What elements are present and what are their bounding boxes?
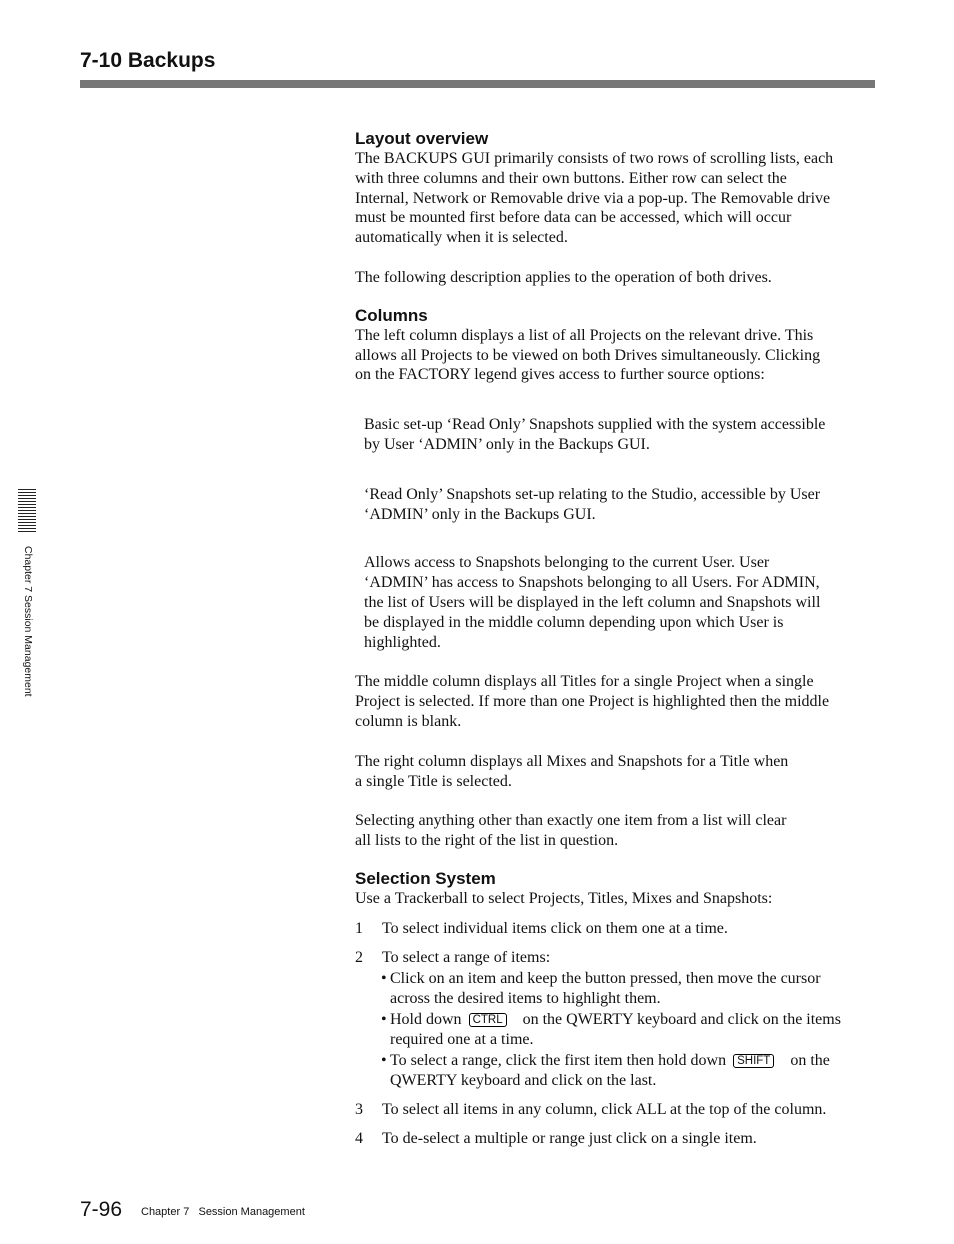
layout-overview-paragraph: The BACKUPS GUI primarily consists of two rows of scrolling lists, each with three columns and their own buttons. Either row can select the Internal, Network or Removable drive via a pop-up. The Removable drive must be mounted first before data can be accessed, which will occur automatically when it is selected. [355,150,834,247]
side-chapter-label: Chapter 7 Session Management [22,546,34,697]
ctrl-key-icon: CTRL [469,1013,507,1027]
factory-option-studio: ‘Read Only’ Snapshots set-up relating to the Studio, accessible by User ‘ADMIN’ only in the Backups GUI. [364,485,821,523]
footer-chapter-label: Chapter 7 Session Management [141,1206,305,1218]
list-item: 2 To select a range of items: [355,948,875,969]
main-content [355,129,875,1150]
list-item: 1 To select individual items click on them one at a time. [355,919,875,940]
section-title: 7-10 Backups [80,49,216,72]
right-column-paragraph: The right column displays all Mixes and Snapshots for a Title when a single Title is selected. [355,752,789,790]
bullet-icon: • [381,1051,387,1069]
shift-key-icon: SHIFT [733,1054,774,1068]
selection-clear-paragraph: Selecting anything other than exactly one item from a list will clear all lists to the right of the list in question. [355,812,787,850]
drives-note: The following description applies to the operation of both drives. [355,268,772,286]
list-number: 3 [355,1100,363,1118]
list-number: 2 [355,949,363,967]
list-item: 3 To select all items in any column, click ALL at the top of the column. [355,1100,875,1121]
bullet-item: • Click on an item and keep the button pressed, then move the cursor across the desired items to highlight them. [381,969,821,1008]
factory-option-user: Allows access to Snapshots belonging to the current User. User ‘ADMIN’ has access to Snapshots belonging to all Users. For ADMIN, the list of Users will be displayed in the left column and Snapshots will be displayed in the middle column depending upon which User is highlighted. [364,554,821,651]
title-rule [80,80,875,88]
list-number: 4 [355,1130,363,1148]
heading-columns: Columns [355,305,428,325]
list-number: 1 [355,919,363,937]
chapter-thumb-tab [18,489,36,533]
list-item: 4 To de-select a multiple or range just click on a single item. [355,1129,875,1150]
heading-selection-system: Selection System [355,868,496,888]
middle-column-paragraph: The middle column displays all Titles for a single Project when a single Project is selected. If more than one Project is highlighted then the middle column is blank. [355,673,830,730]
heading-layout-overview: Layout overview [355,129,489,148]
columns-intro: The left column displays a list of all Projects on the relevant drive. This allows all Projects to be viewed on both Drives simultaneously. Clicking on the FACTORY legend gives access to further source options: [355,326,821,384]
bullet-item: • To select a range, click the first item then hold down SHIFT on the QWERTY keyboard and click on the last. [381,1051,830,1090]
factory-option-basic: Basic set-up ‘Read Only’ Snapshots supplied with the system accessible by User ‘ADMIN’ only in the Backups GUI. [364,416,826,453]
page-number: 7-96 [80,1198,123,1221]
bullet-icon: • [381,1010,387,1028]
bullet-icon: • [381,969,387,987]
bullet-item: • Hold down CTRL on the QWERTY keyboard and click on the items required one at a time. [381,1010,841,1049]
selection-intro: Use a Trackerball to select Projects, Titles, Mixes and Snapshots: [355,889,773,907]
